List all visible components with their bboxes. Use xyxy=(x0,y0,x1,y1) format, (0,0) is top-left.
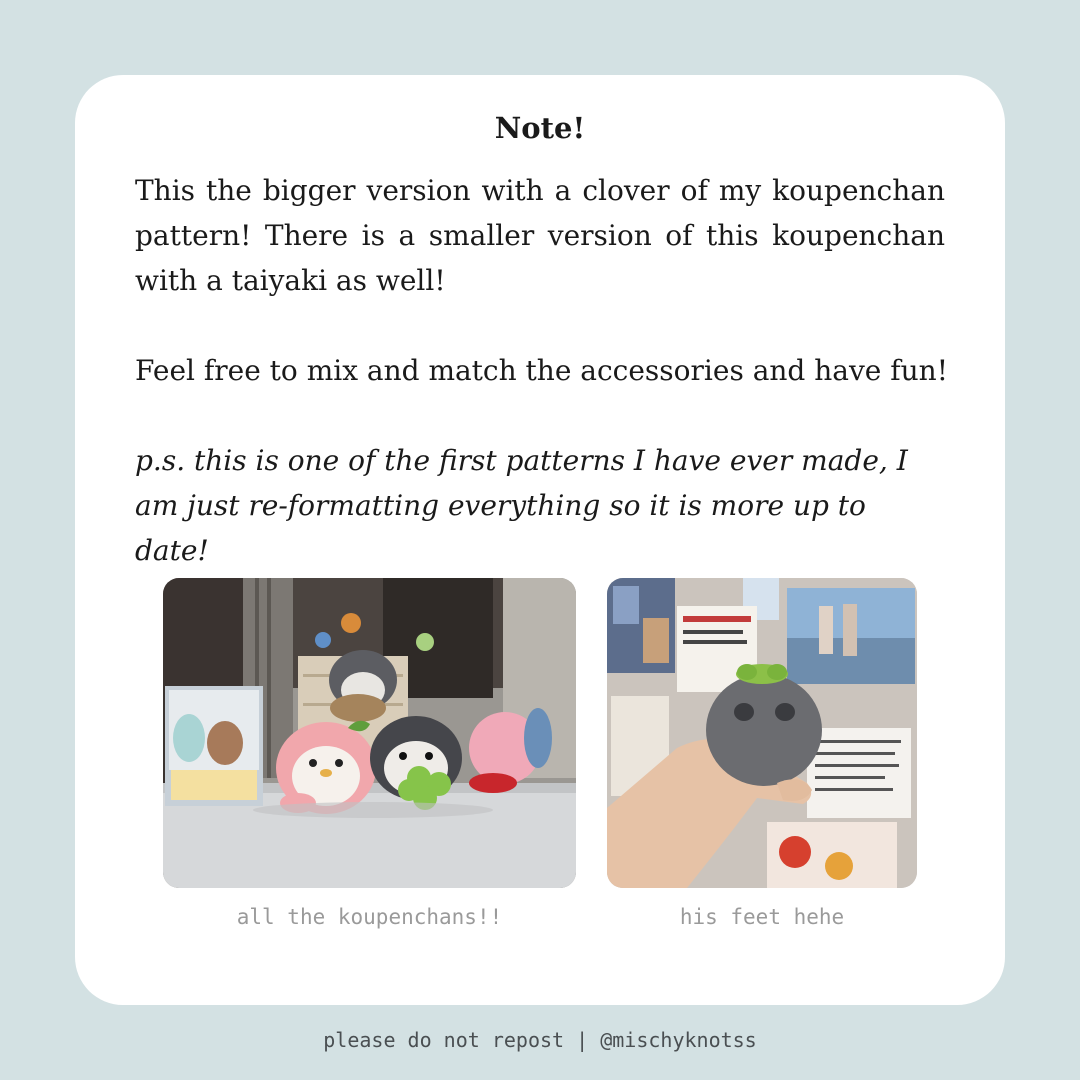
koupenchans-group-photo xyxy=(163,578,576,888)
paragraph-pattern-info: This the bigger version with a clover of my koupenchan pattern! There is a smaller version of this koupenchan with a taiyaki as well! xyxy=(135,174,945,297)
note-card xyxy=(75,75,1005,1005)
paragraph-ps-note: p.s. this is one of the first patterns I have ever made, I am just re-formatting everything so it is more up to date! xyxy=(135,444,908,567)
footer-credit: please do not repost | @mischyknotss xyxy=(323,1028,757,1052)
koupenchan-feet-photo xyxy=(607,578,917,888)
koupenchan-feet-image xyxy=(607,578,917,888)
photo-caption-koupenchans: all the koupenchans!! xyxy=(236,905,503,929)
paragraph-mix-match: Feel free to mix and match the accessories and have fun! xyxy=(135,354,948,387)
koupenchans-group-image xyxy=(163,578,576,888)
photo-caption-feet: his feet hehe xyxy=(679,905,845,929)
note-title: Note! xyxy=(494,111,586,145)
